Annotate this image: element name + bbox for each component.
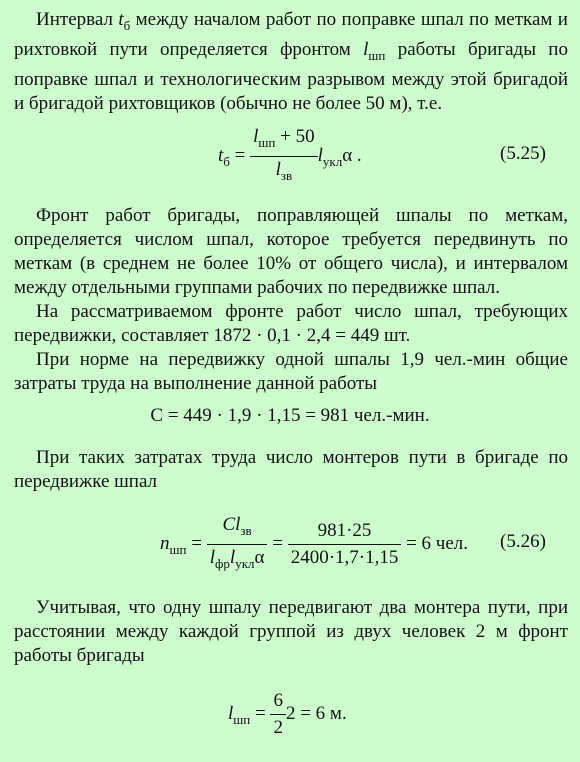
formula-5-26: $n_{шп}$ = $\frac{Cl_{зв}}{l_{фр}l_{укл}\alpha}$ = $\frac{981\cdot 25}{2400\cdot 1,7\cdot 1,15}$ = 6 чел. [160,514,468,575]
fraction-symbolic: $\frac{Cl_{зв}}{l_{фр}l_{укл}\alpha}$ [207,514,268,575]
paragraph-norm: При норме на передвижку одной шпалы 1,9 чел.-мин общие затраты труда на выполнение данной работы [14,349,568,394]
paragraph-workers: При таких затратах труда число монтеров пути в бригаде по передвижке шпал [14,447,568,492]
fraction-numeric: $\frac{981\cdot 25}{2400\cdot 1,7\cdot 1,15}$ [288,520,402,569]
paragraph-front-length: Учитывая, что одну шпалу передвигают два монтера пути, при расстоянии между каждой группой из двух человек 2 м фронт работы бригады [14,597,568,666]
paragraph-front: Фронт работ бригады, поправляющей шпалы по меткам, определяется числом шпал, которое требуется передвинуть по меткам (в среднем не более 10% от общего числа), и интервалом между отдельными группами рабочих по передвижке шпал. [14,205,568,298]
equation-number-5-25: (5.25) [500,143,546,164]
formula-labor: С = 449 · 1,9 · 1,15 = 981 чел.-мин. [150,405,430,426]
paragraph-interval: Интервал $t_б$ между началом работ по поправке шпал по меткам и рихтовкой пути определяется фронтом $l_{шп}$ работы бригады по поправке шпал и технологическим разрывом между этой бригадой и бригадой рихтовщиков (обычно не более 50 м), т.е. [14,9,568,114]
formula-5-25: $t_б$ = $\frac{l_{шп} + 50}{l_{зв}}$ $l_{укл}\alpha$ . [218,126,362,187]
fraction: $\frac{l_{шп} + 50}{l_{зв}}$ [250,126,317,187]
formula-front-length: $l_{шп}$ = $\frac{6}{2}$ 2 = 6 м. [228,690,347,738]
paragraph-count: На рассматриваемом фронте работ число шпал, требующих передвижки, составляет 1872 · 0,1 · 2,4 = 449 шт. [14,301,568,346]
equation-number-5-26: (5.26) [500,531,546,552]
fraction-simple: $\frac{6}{2}$ [270,690,286,739]
